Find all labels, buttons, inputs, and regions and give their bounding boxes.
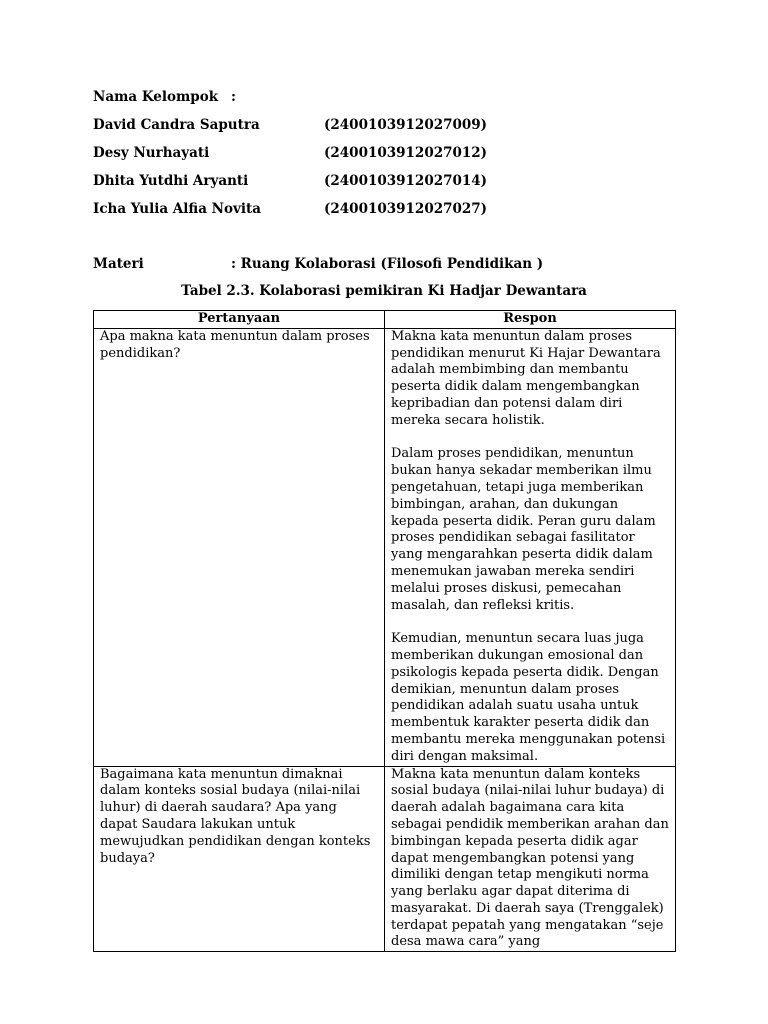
response-paragraph: Makna kata menuntun dalam proses pendidikan menurut Ki Hajar Dewantara adalah membimbing dan membantu peserta didik dalam mengembangkan kepribadian dan potensi dalam diri mereka secara holistik. (391, 328, 661, 428)
question-cell (94, 328, 385, 766)
column-header-response: Respon (385, 311, 676, 329)
materi-label: Materi (93, 256, 144, 272)
question-text: Apa makna kata menuntun dalam proses pendidikan? (100, 328, 370, 361)
member-name: Icha Yulia Alfia Novita (93, 201, 261, 217)
response-paragraph: Dalam proses pendidikan, menuntun bukan hanya sekadar memberikan ilmu pengetahuan, tetapi juga memberikan bimbingan, arahan, dan dukungan kepada peserta didik. Peran guru dalam proses pendidikan sebagai fasilitator yang mengarahkan peserta didik dalam menemukan jawaban mereka sendiri melalui proses diskusi, pemecahan masalah, dan refleksi kritis. (391, 446, 656, 613)
table-header-row (94, 311, 676, 329)
member-id: (2400103912027012) (324, 145, 488, 161)
column-header-question: Pertanyaan (94, 311, 385, 329)
member-name: Desy Nurhayati (93, 145, 210, 161)
response-cell (385, 766, 676, 952)
collaboration-table (93, 310, 676, 952)
group-label: Nama Kelompok (93, 89, 219, 105)
member-name: Dhita Yutdhi Aryanti (93, 173, 249, 189)
response-cell (385, 328, 676, 766)
table-caption: Tabel 2.3. Kolaborasi pemikiran Ki Hadjar Dewantara (181, 283, 587, 299)
group-colon: : (231, 89, 236, 105)
materi-value: : Ruang Kolaborasi (Filosofi Pendidikan ) (231, 256, 544, 272)
member-id: (2400103912027027) (324, 201, 488, 217)
member-id: (2400103912027009) (324, 117, 488, 133)
question-text: Bagaimana kata menuntun dimaknai dalam konteks sosial budaya (nilai-nilai luhur) di daerah saudara? Apa yang dapat Saudara lakukan untuk mewujudkan pendidikan dengan konteks budaya? (100, 766, 371, 866)
member-name: David Candra Saputra (93, 117, 260, 133)
response-paragraph: Makna kata menuntun dalam konteks sosial budaya (nilai-nilai luhur budaya) di daerah adalah bagaimana cara kita sebagai pendidik memberikan arahan dan bimbingan kepada peserta didik agar dapat mengembangkan potensi yang dimiliki dengan tetap mengikuti norma yang berlaku agar dapat diterima di masyarakat. Di daerah saya (Trenggalek) terdapat pepatah yang mengatakan “seje desa mawa cara” yang (391, 766, 669, 950)
table-row (94, 328, 676, 766)
response-paragraph: Kemudian, menuntun secara luas juga memberikan dukungan emosional dan psikologis kepada peserta didik. Dengan demikian, menuntun dalam proses pendidikan adalah suatu usaha untuk membentuk karakter peserta didik dan membantu mereka menggunakan potensi diri dengan maksimal. (391, 631, 666, 764)
table-row (94, 766, 676, 952)
member-id: (2400103912027014) (324, 173, 488, 189)
question-cell (94, 766, 385, 952)
